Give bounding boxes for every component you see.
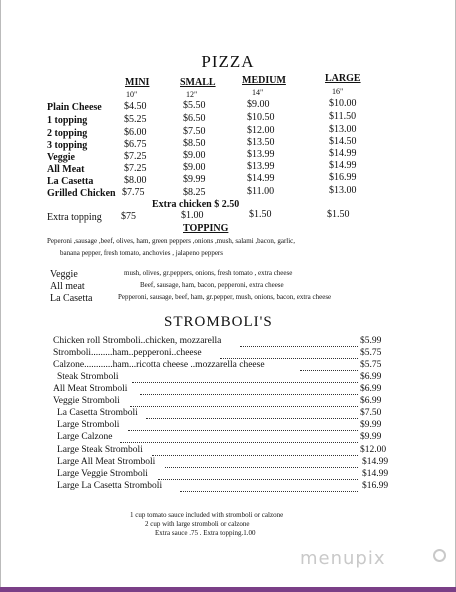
size-small-inches: 12" xyxy=(186,90,198,99)
special-veggie-name: Veggie xyxy=(50,269,78,280)
special-veggie-desc: mush, olives, gr.peppers, onions, fresh tomato , extra cheese xyxy=(124,269,293,277)
size-large-label: LARGE xyxy=(325,73,361,84)
leader-dots xyxy=(130,406,358,407)
pizza-row-name: All Meat xyxy=(47,164,85,175)
price-mini: $7.75 xyxy=(122,187,145,198)
price-small: $9.99 xyxy=(183,174,206,185)
price-medium: $13.99 xyxy=(247,161,275,172)
leader-dots xyxy=(146,418,358,419)
menupix-watermark: menupix xyxy=(300,548,386,569)
price-large: $16.99 xyxy=(329,172,357,183)
stromboli-item-price: $6.99 xyxy=(360,396,382,406)
extra-topping-label: Extra topping xyxy=(47,212,102,223)
price-medium: $13.99 xyxy=(247,149,275,160)
extra-topping-price-small: $1.00 xyxy=(181,210,204,221)
leader-dots xyxy=(152,455,358,456)
price-medium: $14.99 xyxy=(247,173,275,184)
size-mini-label: MINI xyxy=(125,77,150,88)
stromboli-item-name: Calzone............ham...ricotta cheese ..mozzarella cheese xyxy=(53,360,265,370)
stromboli-title: STROMBOLI'S xyxy=(164,314,273,330)
special-allmeat-desc: Beef, sausage, ham, bacon, pepperoni, extra cheese xyxy=(140,281,284,289)
topping-title: TOPPING xyxy=(183,223,229,234)
pizza-title: PIZZA xyxy=(201,52,255,71)
price-small: $9.00 xyxy=(183,150,206,161)
pizza-row-name: Grilled Chicken xyxy=(47,188,116,199)
leader-dots xyxy=(120,442,358,443)
price-medium: $10.50 xyxy=(247,112,275,123)
price-large: $11.50 xyxy=(329,111,357,122)
special-lacasetta-desc: Pepperoni, sausage, beef, ham, gr.pepper, mush, onions, bacon, extra cheese xyxy=(118,293,332,301)
price-medium: $11.00 xyxy=(247,186,275,197)
price-small: $9.00 xyxy=(183,162,206,173)
price-mini: $7.25 xyxy=(124,151,147,162)
pizza-row-name: 3 topping xyxy=(47,140,88,151)
stromboli-item-name: Chicken roll Stromboli..chicken, mozzarella xyxy=(53,336,222,346)
size-medium-label: MEDIUM xyxy=(242,75,286,86)
price-small: $6.50 xyxy=(183,113,206,124)
leader-dots xyxy=(158,479,358,480)
footer-bar xyxy=(0,587,456,592)
stromboli-item-name: Large Stromboli xyxy=(57,420,120,430)
extra-topping-price-medium: $1.50 xyxy=(249,209,272,220)
price-large: $14.99 xyxy=(329,148,357,159)
price-mini: $6.75 xyxy=(124,139,147,150)
topping-list-line-2: banana pepper, fresh tomato, anchovies , jalapeno peppers xyxy=(60,249,223,257)
stromboli-item-price: $7.50 xyxy=(360,408,382,418)
leader-dots xyxy=(132,382,358,383)
special-lacasetta-name: La Casetta xyxy=(50,293,93,304)
size-medium-inches: 14" xyxy=(252,88,264,97)
topping-list-line-1: Peperoni ,sausage ,beef, olives, ham, green peppers ,onions ,mush, salami ,bacon, garlic, xyxy=(47,237,296,245)
price-small: $8.50 xyxy=(183,138,206,149)
stromboli-item-name: Large Veggie Stromboli xyxy=(57,469,148,479)
sauce-note-3: Extra sauce .75 . Extra topping.1.00 xyxy=(155,529,256,537)
stromboli-item-name: La Casetta Stromboli xyxy=(57,408,138,418)
price-large: $14.99 xyxy=(329,160,357,171)
stromboli-item-price: $6.99 xyxy=(360,384,382,394)
price-small: $8.25 xyxy=(183,187,206,198)
pizza-row-name: 2 topping xyxy=(47,128,88,139)
leader-dots xyxy=(300,370,358,371)
extra-topping-price-large: $1.50 xyxy=(327,209,350,220)
leader-dots xyxy=(140,394,358,395)
stromboli-item-name: Stromboli.........ham..pepperoni..cheese xyxy=(53,348,202,358)
size-large-inches: 16" xyxy=(332,87,344,96)
stromboli-item-price: $14.99 xyxy=(362,469,389,479)
pizza-row-name: La Casetta xyxy=(47,176,94,187)
sauce-note-1: 1 cup tomato sauce included with stromboli or calzone xyxy=(130,511,284,519)
leader-dots xyxy=(180,491,358,492)
stromboli-item-name: Large Steak Stromboli xyxy=(57,445,143,455)
price-medium: $13.50 xyxy=(247,137,275,148)
size-mini-inches: 10" xyxy=(126,90,138,99)
stromboli-item-name: Large Calzone xyxy=(57,432,113,442)
stromboli-item-price: $9.99 xyxy=(360,432,382,442)
price-mini: $6.00 xyxy=(124,127,147,138)
leader-dots xyxy=(220,358,358,359)
stromboli-item-price: $6.99 xyxy=(360,372,382,382)
sauce-note-2: 2 cup with large stromboli or calzone xyxy=(145,520,250,528)
price-large: $14.50 xyxy=(329,136,357,147)
pizza-row-name: 1 topping xyxy=(47,115,88,126)
price-medium: $9.00 xyxy=(247,99,270,110)
stromboli-item-name: Steak Stromboli xyxy=(57,372,119,382)
pizza-row-name: Veggie xyxy=(47,152,75,163)
extra-topping-price-mini: $75 xyxy=(121,211,136,222)
stromboli-item-name: All Meat Stromboli xyxy=(53,384,128,394)
leader-dots xyxy=(128,430,358,431)
stromboli-item-price: $14.99 xyxy=(362,457,389,467)
price-mini: $8.00 xyxy=(124,175,147,186)
watermark-icon xyxy=(433,549,446,562)
stromboli-item-price: $16.99 xyxy=(362,481,389,491)
stromboli-item-name: Large La Casetta Stromboli xyxy=(57,481,163,491)
leader-dots xyxy=(240,346,358,347)
stromboli-item-price: $5.99 xyxy=(360,336,382,346)
price-small: $7.50 xyxy=(183,126,206,137)
price-mini: $4.50 xyxy=(124,101,147,112)
price-large: $13.00 xyxy=(329,185,357,196)
size-small-label: SMALL xyxy=(180,77,216,88)
price-mini: $7.25 xyxy=(124,163,147,174)
stromboli-item-price: $9.99 xyxy=(360,420,382,430)
price-small: $5.50 xyxy=(183,100,206,111)
stromboli-item-name: Veggie Stromboli xyxy=(53,396,120,406)
stromboli-item-price: $5.75 xyxy=(360,360,382,370)
stromboli-item-price: $5.75 xyxy=(360,348,382,358)
pizza-row-name: Plain Cheese xyxy=(47,102,102,113)
price-large: $10.00 xyxy=(329,98,357,109)
stromboli-item-price: $12.00 xyxy=(360,445,387,455)
leader-dots xyxy=(165,467,358,468)
stromboli-item-name: Large All Meat Stromboli xyxy=(57,457,156,467)
special-allmeat-name: All meat xyxy=(50,281,85,292)
price-mini: $5.25 xyxy=(124,114,147,125)
price-large: $13.00 xyxy=(329,124,357,135)
extra-chicken-note: Extra chicken $ 2.50 xyxy=(152,199,240,210)
price-medium: $12.00 xyxy=(247,125,275,136)
page-edge-left xyxy=(0,0,1,592)
